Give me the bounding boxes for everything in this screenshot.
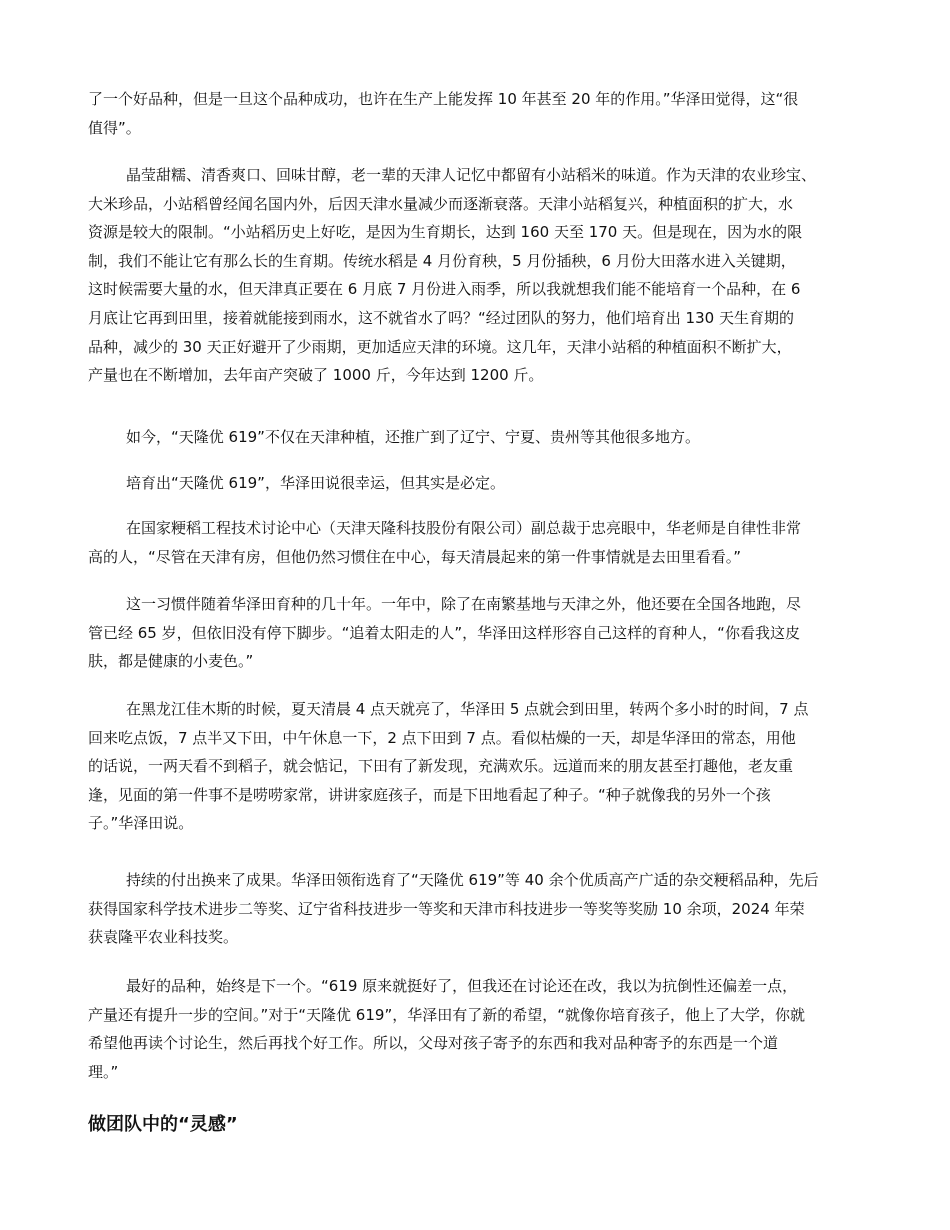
text-line: 在国家粳稻工程技术讨论中心（天津天隆科技股份有限公司）副总裁于忠亮眼中，华老师是自律性非常 — [126, 519, 802, 537]
paragraph-habit — [88, 590, 878, 676]
text-line: 产量也在不断增加，去年亩产突破了 1000 斤，今年达到 1200 斤。 — [88, 366, 544, 385]
text-line: 资源是较大的限制。“小站稻历史上好吃，是因为生育期长，达到 160 天至 170 天。但是现在，因为水的限 — [88, 223, 803, 242]
text-line: 获袁隆平农业科技奖。 — [88, 928, 239, 947]
paragraph-lucky — [88, 469, 878, 498]
section-heading: 做团队中的“灵感” — [88, 1114, 238, 1135]
text-line: 管已经 65 岁，但依旧没有停下脚步。“追着太阳走的人”，华泽田这样形容自己这样的育种人，“你看我这皮 — [88, 623, 800, 642]
text-line: 产量还有提升一步的空间。”对于“天隆优 619”，华泽田有了新的希望，“就像你培育孩子，他上了大学，你就 — [88, 1005, 805, 1024]
text-line: 这时候需要大量的水，但天津真正要在 6 月底 7 月份进入雨季，所以我就想我们能不能培育一个品种，在 6 — [88, 280, 801, 299]
text-line: 月底让它再到田里，接着就能接到雨水，这不就省水了吗？“经过团队的努力，他们培育出 130 天生育期的 — [88, 308, 794, 327]
paragraph-xiaozhan-rice — [88, 161, 878, 390]
text-line: 最好的品种，始终是下一个。“619 原来就挺好了，但我还在讨论还在改，我以为抗倒性还偏差一点， — [126, 977, 798, 995]
text-line: 晶莹甜糯、清香爽口、回味甘醇，老一辈的天津人记忆中都留有小站稻米的味道。作为天津的农业珍宝、 — [126, 166, 817, 184]
text-line: 回来吃点饭，7 点半又下田，中午休息一下，2 点下田到 7 点。看似枯燥的一天，却是华泽田的常态，用他 — [88, 728, 796, 747]
text-line: 希望他再读个讨论生，然后再找个好工作。所以，父母对孩子寄予的东西和我对品种寄予的东西是一个道 — [88, 1034, 779, 1053]
text-line: 这一习惯伴随着华泽田育种的几十年。一年中，除了在南繁基地与天津之外，他还要在全国各地跑，尽 — [126, 595, 802, 613]
text-line: 培育出“天隆优 619”，华泽田说很幸运，但其实是必定。 — [126, 474, 505, 492]
text-line: 值得”。 — [88, 118, 141, 137]
text-line: 品种，减少的 30 天正好避开了少雨期，更加适应天津的环境。这几年，天津小站稻的种植面积不断扩大， — [88, 337, 792, 356]
text-line: 肤，都是健康的小麦色。” — [88, 652, 254, 671]
text-line: 制，我们不能让它有那么长的生育期。传统水稻是 4 月份育秧，5 月份插秧，6 月份大田落水进入关键期， — [88, 251, 796, 270]
text-line: 持续的付出换来了成果。华泽田领衔选育了“天隆优 619”等 40 余个优质高产广适的杂交粳稻品种，先后 — [126, 871, 819, 889]
text-line: 在黑龙江佳木斯的时候，夏天清晨 4 点天就亮了，华泽田 5 点就会到田里，转两个多小时的时间，7 点 — [126, 700, 809, 718]
paragraph-achievements — [88, 866, 878, 952]
text-line: 获得国家科学技术进步二等奖、辽宁省科技进步一等奖和天津市科技进步一等奖等奖励 10 余项，2024 年荣 — [88, 899, 805, 918]
text-line: 了一个好品种，但是一旦这个品种成功，也许在生产上能发挥 10 年甚至 20 年的作用。”华泽田觉得，这“很 — [88, 90, 799, 108]
paragraph-good-variety — [88, 85, 878, 142]
paragraph-jiamusi — [88, 695, 878, 838]
text-line: 大米珍品，小站稻曾经闻名国内外，后因天津水量减少而逐渐衰落。天津小站稻复兴，种植面积的扩大，水 — [88, 194, 794, 213]
text-line: 高的人，“尽管在天津有房，但他仍然习惯住在中心，每天清晨起来的第一件事情就是去田里看看。” — [88, 547, 742, 566]
paragraph-self-discipline — [88, 514, 878, 571]
text-line: 逢，见面的第一件事不是唠唠家常，讲讲家庭孩子，而是下田地看起了种子。“种子就像我的另外一个孩 — [88, 785, 771, 804]
text-line: 如今，“天隆优 619”不仅在天津种植，还推广到了辽宁、宁夏、贵州等其他很多地方。 — [126, 428, 700, 446]
paragraph-promotion — [88, 423, 878, 452]
text-line: 的话说，一两天看不到稻子，就会惦记，下田有了新发现，充满欢乐。远道而来的朋友甚至打趣他，老友重 — [88, 757, 794, 776]
text-line: 子。”华泽田说。 — [88, 814, 194, 833]
paragraph-next-variety — [88, 972, 878, 1086]
text-line: 理。” — [88, 1062, 119, 1081]
